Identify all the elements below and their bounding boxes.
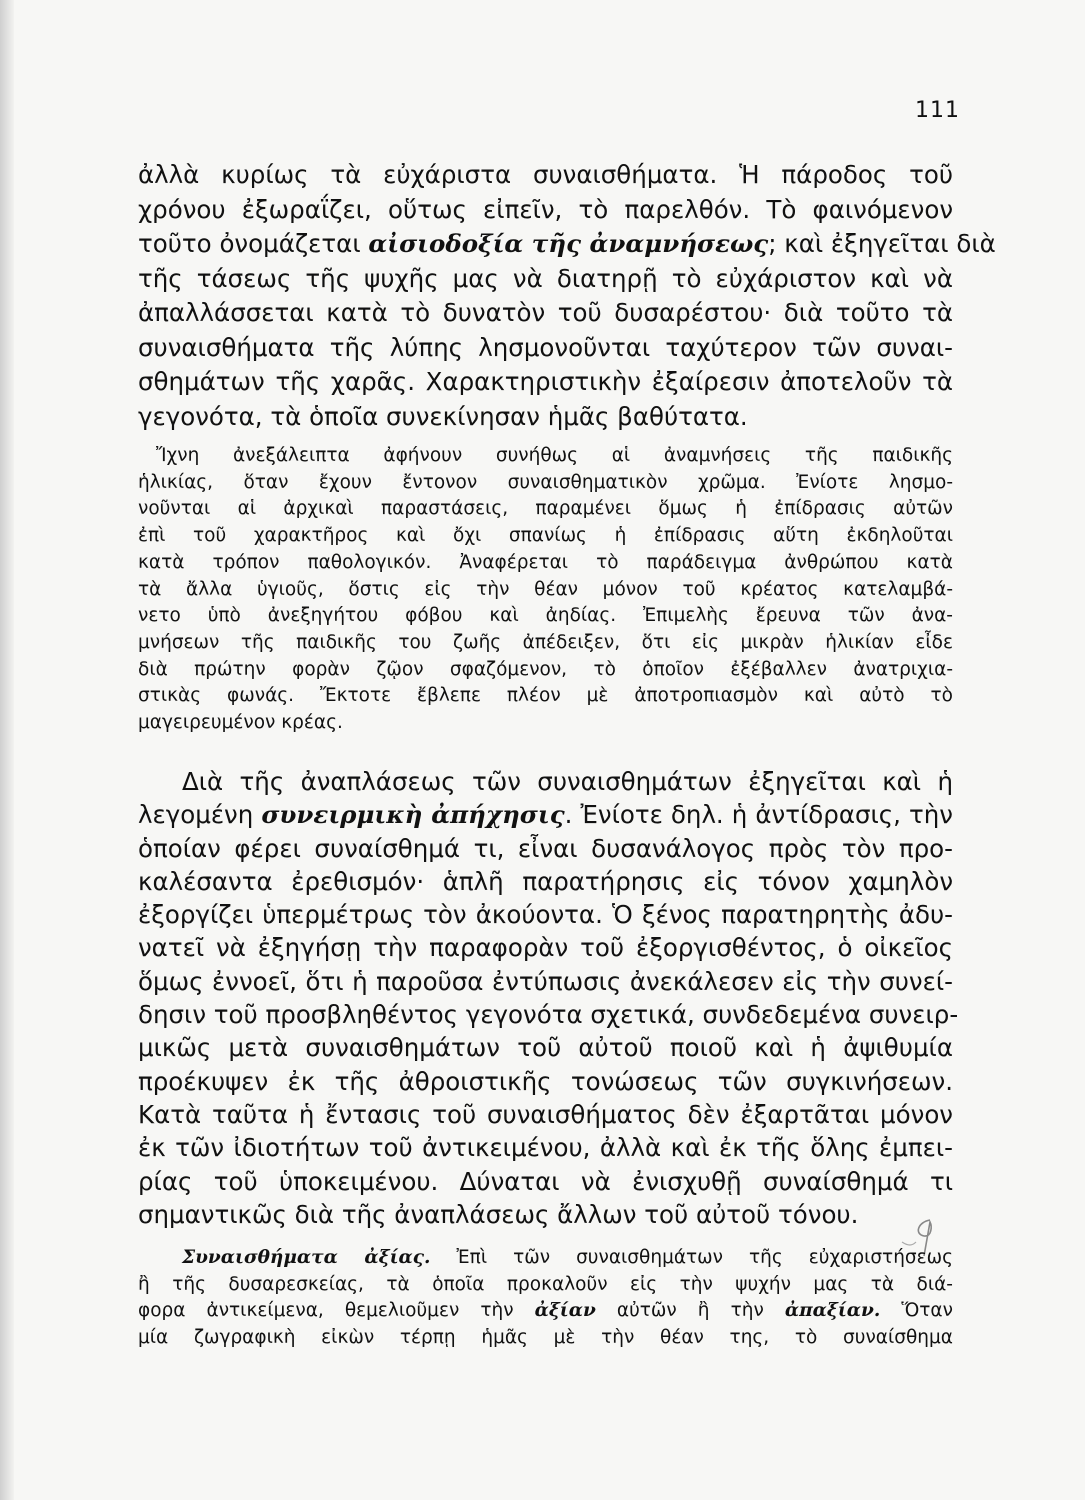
text-line: νοῦνται αἱ ἀρχικαὶ παραστάσεις, παραμένει ὅμως ἡ ἐπίδρασις αὐτῶν	[138, 498, 953, 520]
text-fragment: ; καὶ ἐξηγεῖται διὰ	[768, 229, 996, 258]
text-line: ἡλικίας, ὅταν ἔχουν ἔντονον συναισθηματικὸν χρῶμα. Ἐνίοτε λησμο-	[138, 471, 953, 493]
text-line: καλέσαντα ἐρεθισμόν· ἁπλῆ παρατήρησις εἰς τόνον χαμηλὸν	[138, 866, 953, 896]
text-line: νετο ὑπὸ ἀνεξηγήτου φόβου καὶ ἀηδίας. Ἐπιμελὴς ἔρευνα τῶν ἀνα-	[138, 605, 953, 627]
text-line	[138, 227, 996, 262]
text-line: Ἴχνη ἀνεξάλειπτα ἀφήνουν συνήθως αἱ ἀναμνήσεις τῆς παιδικῆς	[156, 445, 953, 466]
emphasized-term: αἰσιοδοξία τῆς ἀναμνήσεως	[368, 229, 769, 258]
text-line	[138, 798, 953, 831]
text-fragment: λεγομένη	[138, 800, 254, 830]
text-line: Κατὰ ταῦτα ἡ ἔντασις τοῦ συναισθήματος δὲν ἐξαρτᾶται μόνον	[138, 1099, 953, 1129]
text-line: ὁποίαν φέρει συναίσθημά τι, εἶναι δυσανάλογος πρὸς τὸν προ-	[138, 833, 953, 863]
text-fragment: Ὅταν	[901, 1300, 953, 1322]
text-line: μνήσεων τῆς παιδικῆς του ζωῆς ἀπέδειξεν, ὅτι εἰς μικρὰν ἡλικίαν εἶδε	[138, 631, 953, 653]
text-fragment: τοῦτο ὀνομάζεται	[138, 229, 361, 258]
text-line: ἢ τῆς δυσαρεσκείας, τὰ ὁποῖα προκαλοῦν εἰς τὴν ψυχήν μας τὰ διά-	[138, 1273, 953, 1295]
text-line: ἐκ τῶν ἰδιοτήτων τοῦ ἀντικειμένου, ἀλλὰ καὶ ἐκ τῆς ὅλης ἐμπει-	[138, 1133, 953, 1163]
text-line: σημαντικῶς διὰ τῆς ἀναπλάσεως ἄλλων τοῦ αὐτοῦ τόνου.	[138, 1199, 859, 1229]
text-line: ἐπὶ τοῦ χαρακτῆρος καὶ ὄχι σπανίως ἡ ἐπίδρασις αὕτη ἐκδηλοῦται	[138, 525, 953, 547]
paragraph-4	[138, 1245, 953, 1352]
page-number: 111	[915, 98, 960, 123]
text-fragment: αὐτῶν ἢ τὴν	[616, 1300, 764, 1322]
text-line: τὰ ἄλλα ὑγιοῦς, ὅστις εἰς τὴν θέαν μόνον τοῦ κρέατος κατελαμβά-	[138, 578, 953, 600]
text-line: διὰ πρώτην φορὰν ζῷον σφαζόμενον, τὸ ὁποῖον ἐξέβαλλεν ἀνατριχια-	[138, 658, 953, 680]
text-line: συναισθήματα τῆς λύπης λησμονοῦνται ταχύτερον τῶν συναι-	[138, 332, 953, 362]
text-line: δησιν τοῦ προσβληθέντος γεγονότα σχετικά, συνδεδεμένα συνειρ-	[138, 1000, 959, 1030]
text-line: μία ζωγραφικὴ εἰκὼν τέρπῃ ἡμᾶς μὲ τὴν θέαν της, τὸ συναίσθημα	[138, 1327, 953, 1349]
text-fragment: Ἐπὶ τῶν συναισθημάτων τῆς εὐχαριστήσεως	[456, 1247, 953, 1268]
text-line: ρίας τοῦ ὑποκειμένου. Δύναται νὰ ἐνισχυθῇ συναίσθημά τι	[138, 1166, 953, 1196]
text-line: ἀπαλλάσσεται κατὰ τὸ δυνατὸν τοῦ δυσαρέστου· διὰ τοῦτο τὰ	[138, 298, 953, 327]
text-line: μαγειρευμένον κρέας.	[138, 712, 343, 734]
text-line: γεγονότα, τὰ ὁποῖα συνεκίνησαν ἡμᾶς βαθύτατα.	[138, 401, 748, 431]
paragraph-2	[138, 443, 953, 737]
text-line: νατεῖ νὰ ἐξηγήσῃ τὴν παραφορὰν τοῦ ἐξοργισθέντος, ὁ οἰκεῖος	[138, 933, 953, 963]
text-line: Διὰ τῆς ἀναπλάσεως τῶν συναισθημάτων ἐξηγεῖται καὶ ἡ	[182, 767, 953, 796]
text-line: τῆς τάσεως τῆς ψυχῆς μας νὰ διατηρῇ τὸ εὐχάριστον καὶ νὰ	[138, 263, 953, 293]
text-fragment: φορα ἀντικείμενα, θεμελιοῦμεν τὴν	[138, 1300, 514, 1322]
text-line: ἀλλὰ κυρίως τὰ εὐχάριστα συναισθήματα. Ἡ πάροδος τοῦ	[138, 160, 953, 189]
paragraph-3	[138, 765, 959, 1231]
text-line: μικῶς μετὰ συναισθημάτων τοῦ αὐτοῦ ποιοῦ καὶ ἡ ἀψιθυμία	[138, 1033, 953, 1063]
emphasized-term: ἀξίαν	[534, 1300, 596, 1322]
text-line: στικὰς φωνάς. Ἔκτοτε ἔβλεπε πλέον μὲ ἀποτροπιασμὸν καὶ αὐτὸ τὸ	[138, 685, 953, 707]
text-line: σθημάτων τῆς χαρᾶς. Χαρακτηριστικὴν ἐξαίρεσιν ἀποτελοῦν τὰ	[138, 367, 953, 396]
page-edge-shadow	[0, 0, 14, 1500]
emphasized-term: ἀπαξίαν.	[784, 1300, 881, 1322]
text-line: χρόνου ἐξωραΐζει, οὕτως εἰπεῖν, τὸ παρελθόν. Τὸ φαινόμενον	[138, 194, 953, 224]
text-line: ὅμως ἐννοεῖ, ὅτι ἡ παροῦσα ἐντύπωσις ἀνεκάλεσεν εἰς τὴν συνεί-	[138, 966, 953, 996]
section-heading: Συναισθήματα ἀξίας.	[182, 1247, 431, 1268]
text-line: κατὰ τρόπον παθολογικόν. Ἀναφέρεται τὸ παράδειγμα ἀνθρώπου κατὰ	[138, 551, 953, 573]
emphasized-term: συνειρμικὴ ἀπήχησις	[261, 800, 565, 830]
text-fragment: . Ἐνίοτε δηλ. ἡ ἀντίδρασις, τὴν	[564, 800, 953, 830]
text-line: ἐξοργίζει ὑπερμέτρως τὸν ἀκούοντα. Ὁ ξένος παρατηρητὴς ἀδυ-	[138, 900, 953, 930]
text-line: προέκυψεν ἐκ τῆς ἀθροιστικῆς τονώσεως τῶν συγκινήσεων.	[138, 1066, 953, 1096]
paragraph-1	[138, 158, 996, 434]
text-line	[138, 1298, 953, 1325]
text-line	[138, 1245, 953, 1272]
